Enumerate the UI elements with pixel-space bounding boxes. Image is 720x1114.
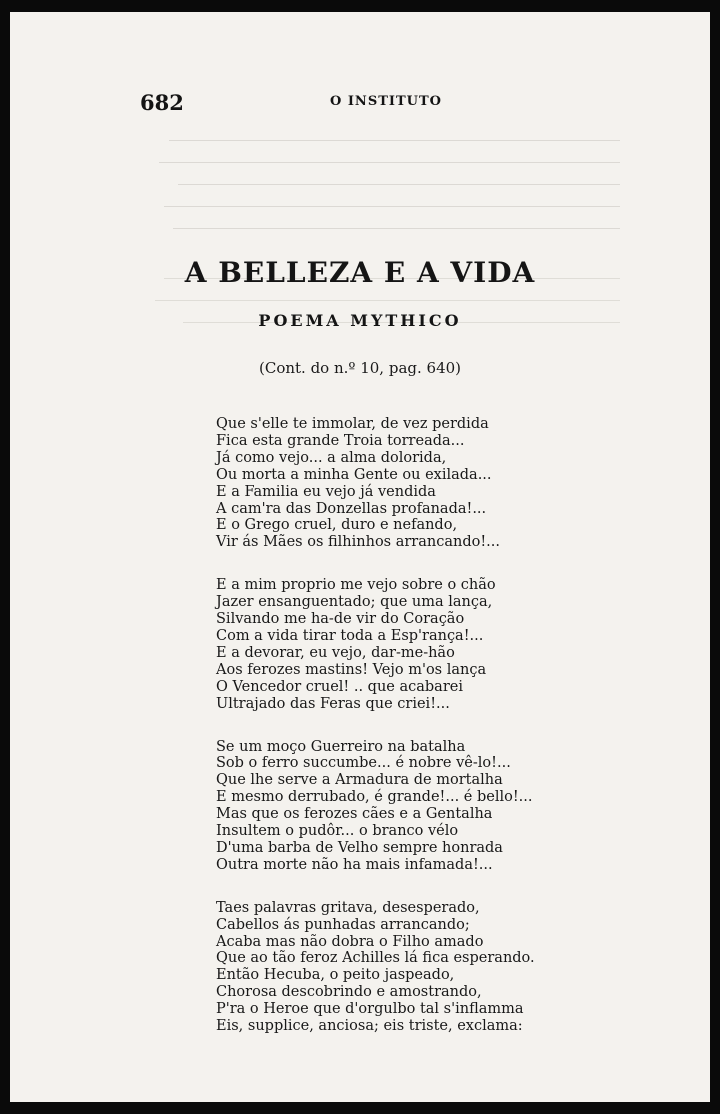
verse-line: Eis, supplice, anciosa; eis triste, exclama:: [216, 1018, 523, 1035]
verse-line: E a devorar, eu vejo, dar-me-hão: [216, 644, 455, 661]
verse-line: E mesmo derrubado, é grande!... é bello!...: [216, 789, 533, 806]
verse-line: A cam'ra das Donzellas profanada!...: [216, 500, 487, 517]
poem-subtitle: POEMA MYTHICO: [258, 311, 462, 330]
poem-body: [216, 416, 696, 1061]
verse-line: Acaba mas não dobra o Filho amado: [216, 933, 484, 950]
page-header: [140, 90, 700, 116]
verse-line: Mas que os ferozes cães e a Gentalha: [216, 806, 493, 823]
verse-line: Jazer ensanguentado; que uma lança,: [216, 594, 493, 611]
verse-line: Então Hecuba, o peito jaspeado,: [216, 967, 455, 984]
verse-line: Vir ás Mães os filhinhos arrancando!...: [216, 534, 500, 551]
stanza: [216, 739, 696, 874]
verse-line: Outra morte não ha mais infamada!...: [216, 856, 493, 873]
verse-line: Com a vida tirar toda a Esp'rança!...: [216, 627, 484, 644]
verse-line: E a Familia eu vejo já vendida: [216, 483, 436, 500]
verse-line: Taes palavras gritava, desesperado,: [216, 899, 480, 916]
verse-line: E o Grego cruel, duro e nefando,: [216, 517, 458, 534]
stanza: [216, 900, 696, 1035]
verse-line: Se um moço Guerreiro na batalha: [216, 738, 466, 755]
poem-title: A BELLEZA E A VIDA: [184, 256, 536, 289]
verse-line: E a mim proprio me vejo sobre o chão: [216, 577, 496, 594]
page-number: 682: [140, 90, 184, 115]
running-title: O INSTITUTO: [330, 94, 442, 109]
book-page: [10, 12, 710, 1102]
verse-line: Fica esta grande Troia torreada...: [216, 432, 465, 449]
verse-line: Chorosa descobrindo e amostrando,: [216, 984, 482, 1001]
verse-line: Ultrajado das Feras que criei!...: [216, 695, 450, 712]
verse-line: Ou morta a minha Gente ou exilada...: [216, 466, 492, 483]
show-through-texture: [150, 140, 620, 250]
verse-line: Sob o ferro succumbe... é nobre vê-lo!...: [216, 755, 511, 772]
verse-line: Que lhe serve a Armadura de mortalha: [216, 772, 503, 789]
verse-line: Silvando me ha-de vir do Coração: [216, 611, 465, 628]
verse-line: Já como vejo... a alma dolorida,: [216, 449, 447, 466]
verse-line: Insultem o pudôr... o branco vélo: [216, 823, 459, 840]
stanza: [216, 577, 696, 712]
verse-line: Que s'elle te immolar, de vez perdida: [216, 416, 489, 432]
verse-line: Cabellos ás punhadas arrancando;: [216, 916, 470, 933]
verse-line: P'ra o Heroe que d'orgulbo tal s'inflamma: [216, 1001, 524, 1018]
continuation-note: (Cont. do n.º 10, pag. 640): [258, 359, 462, 377]
verse-line: D'uma barba de Velho sempre honrada: [216, 839, 503, 856]
verse-line: Que ao tão feroz Achilles lá fica esperando.: [216, 950, 535, 967]
stanza: [216, 416, 696, 551]
verse-line: O Vencedor cruel! .. que acabarei: [216, 678, 463, 695]
verse-line: Aos ferozes mastins! Vejo m'os lança: [216, 661, 487, 678]
